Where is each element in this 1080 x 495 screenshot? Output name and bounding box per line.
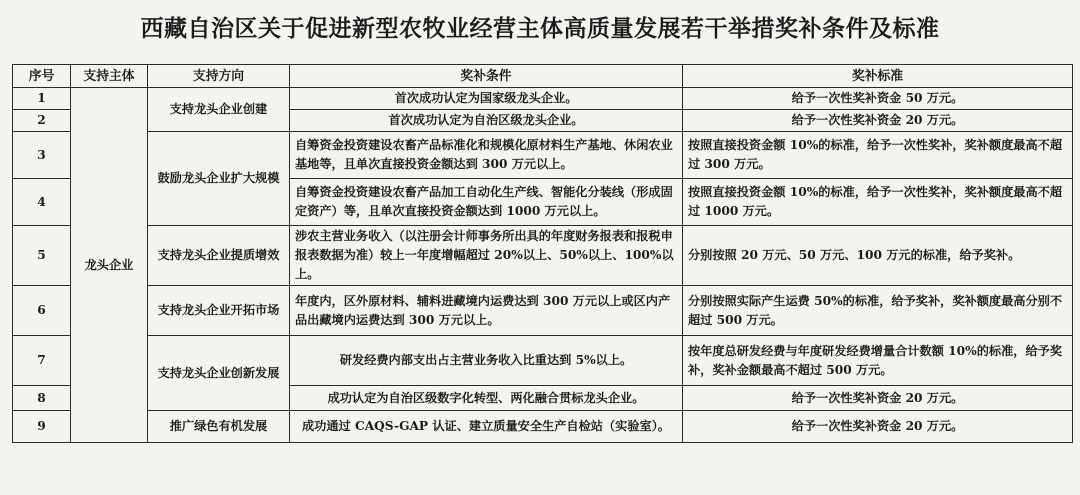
standard-cell: 分别按照 20 万元、50 万元、100 万元的标准，给予奖补。 bbox=[683, 226, 1073, 286]
standard-cell: 给予一次性奖补资金 50 万元。 bbox=[683, 88, 1073, 110]
direction-cell: 推广绿色有机发展 bbox=[148, 411, 290, 443]
row-seq: 9 bbox=[13, 411, 71, 443]
row-seq: 4 bbox=[13, 179, 71, 226]
row-seq: 3 bbox=[13, 132, 71, 179]
standard-cell: 按照直接投资金额 10%的标准，给予一次性奖补，奖补额度最高不超过 300 万元。 bbox=[683, 132, 1073, 179]
subject-cell: 龙头企业 bbox=[71, 88, 148, 443]
standard-cell: 给予一次性奖补资金 20 万元。 bbox=[683, 386, 1073, 411]
row-seq: 7 bbox=[13, 336, 71, 386]
header-condition: 奖补条件 bbox=[290, 65, 683, 88]
direction-cell: 支持龙头企业创建 bbox=[148, 88, 290, 132]
table-row bbox=[13, 336, 1073, 386]
row-seq: 6 bbox=[13, 286, 71, 336]
direction-cell: 鼓励龙头企业扩大规模 bbox=[148, 132, 290, 226]
row-seq: 8 bbox=[13, 386, 71, 411]
table-row bbox=[13, 411, 1073, 443]
condition-cell: 首次成功认定为国家级龙头企业。 bbox=[290, 88, 683, 110]
condition-cell: 成功认定为自治区级数字化转型、两化融合贯标龙头企业。 bbox=[290, 386, 683, 411]
header-standard: 奖补标准 bbox=[683, 65, 1073, 88]
direction-cell: 支持龙头企业创新发展 bbox=[148, 336, 290, 411]
table-header-row bbox=[13, 65, 1073, 88]
header-direction: 支持方向 bbox=[148, 65, 290, 88]
header-subject: 支持主体 bbox=[71, 65, 148, 88]
header-seq: 序号 bbox=[13, 65, 71, 88]
table-row bbox=[13, 132, 1073, 179]
direction-cell: 支持龙头企业提质增效 bbox=[148, 226, 290, 286]
condition-cell: 年度内，区外原材料、辅料进藏境内运费达到 300 万元以上或区内产品出藏境内运费达到 300 万元以上。 bbox=[290, 286, 683, 336]
standard-cell: 按年度总研发经费与年度研发经费增量合计数额 10%的标准，给予奖补，奖补金额最高不超过 500 万元。 bbox=[683, 336, 1073, 386]
standard-cell: 分别按照实际产生运费 50%的标准，给予奖补，奖补额度最高分别不超过 500 万元。 bbox=[683, 286, 1073, 336]
condition-cell: 研发经费内部支出占主营业务收入比重达到 5%以上。 bbox=[290, 336, 683, 386]
table-row bbox=[13, 88, 1073, 110]
page-title: 西藏自治区关于促进新型农牧业经营主体高质量发展若干举措奖补条件及标准 bbox=[140, 16, 940, 42]
condition-cell: 成功通过 CAQS-GAP 认证、建立质量安全生产自检站（实验室）。 bbox=[290, 411, 683, 443]
standard-cell: 给予一次性奖补资金 20 万元。 bbox=[683, 110, 1073, 132]
condition-cell: 自筹资金投资建设农畜产品标准化和规模化原材料生产基地、休闲农业基地等，且单次直接投资金额达到 300 万元以上。 bbox=[290, 132, 683, 179]
subsidy-table bbox=[12, 64, 1073, 443]
standard-cell: 给予一次性奖补资金 20 万元。 bbox=[683, 411, 1073, 443]
condition-cell: 自筹资金投资建设农畜产品加工自动化生产线、智能化分装线（形成固定资产）等，且单次直接投资金额达到 1000 万元以上。 bbox=[290, 179, 683, 226]
table-row bbox=[13, 226, 1073, 286]
direction-cell: 支持龙头企业开拓市场 bbox=[148, 286, 290, 336]
condition-cell: 涉农主营业务收入（以注册会计师事务所出具的年度财务报表和报税申报表数据为准）较上一年度增幅超过 20%以上、50%以上、100%以上。 bbox=[290, 226, 683, 286]
row-seq: 2 bbox=[13, 110, 71, 132]
row-seq: 5 bbox=[13, 226, 71, 286]
table-row bbox=[13, 286, 1073, 336]
row-seq: 1 bbox=[13, 88, 71, 110]
standard-cell: 按照直接投资金额 10%的标准，给予一次性奖补，奖补额度最高不超过 1000 万元。 bbox=[683, 179, 1073, 226]
condition-cell: 首次成功认定为自治区级龙头企业。 bbox=[290, 110, 683, 132]
